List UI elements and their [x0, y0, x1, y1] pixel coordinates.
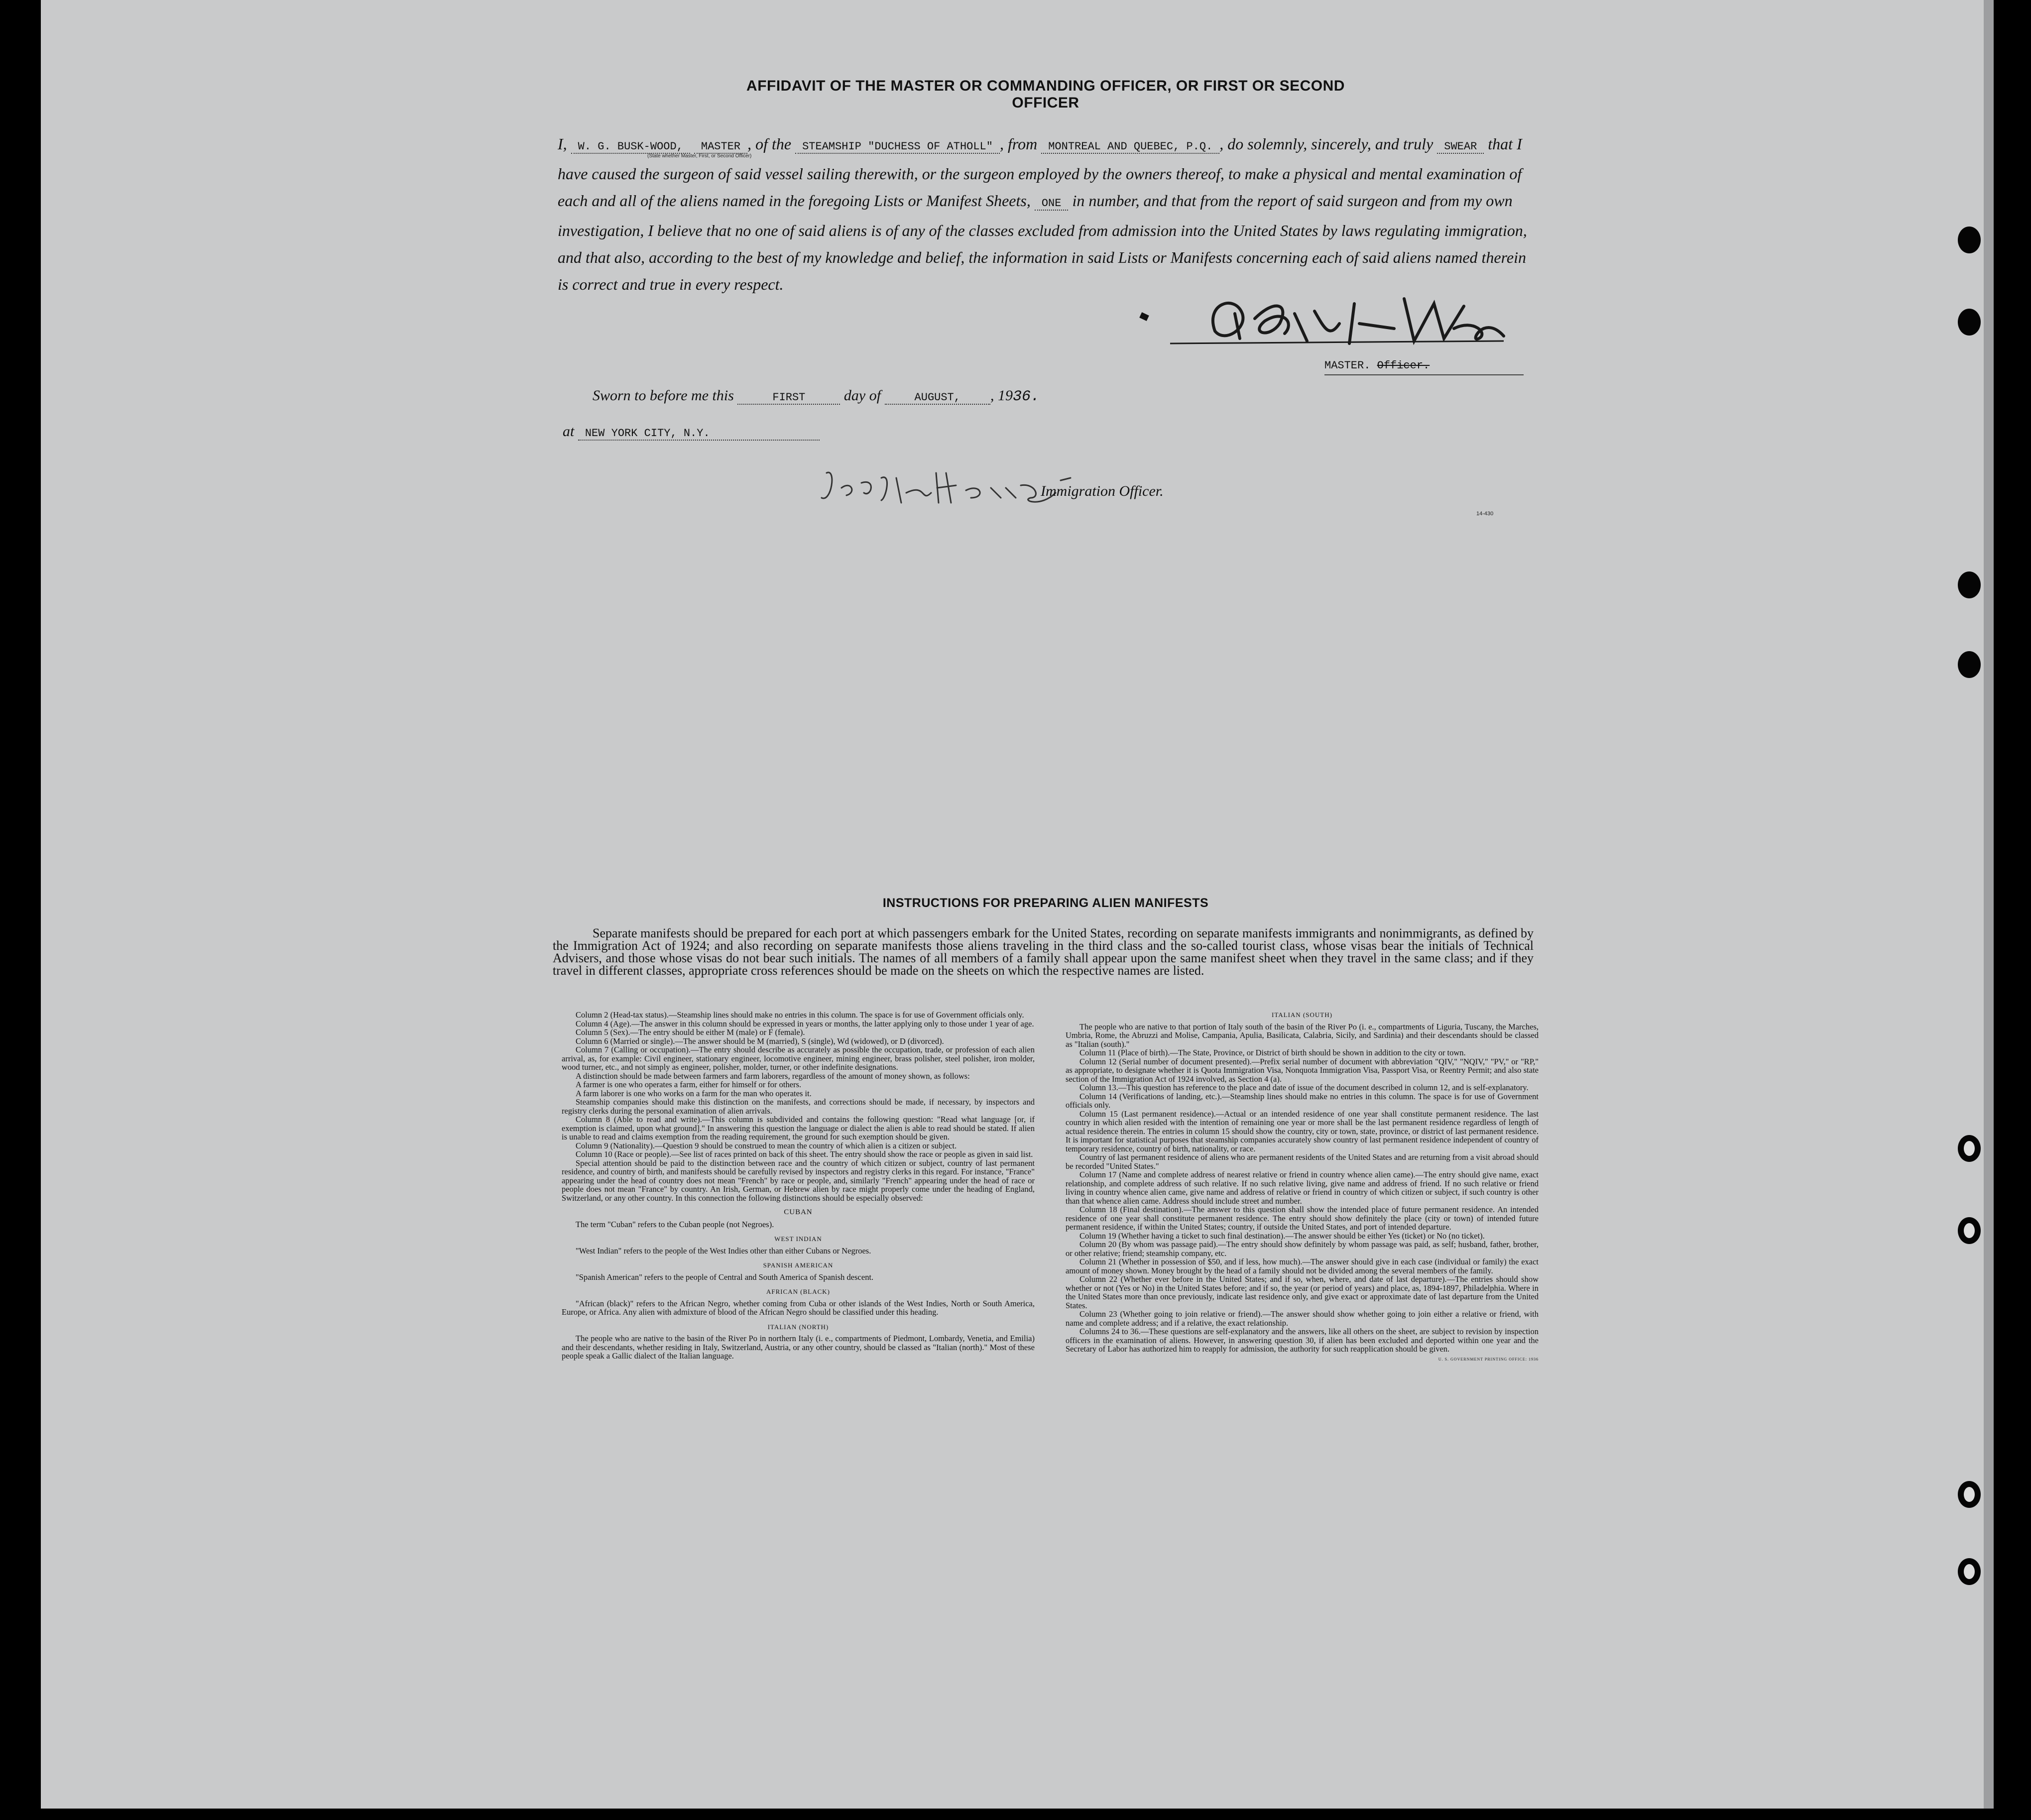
affidavit-title: AFFIDAVIT OF THE MASTER OR COMMANDING OFFICER, OR FIRST OR SECOND OFFICER	[746, 78, 1345, 111]
african-text: "African (black)" refers to the African Negro, whether coming from Cuba or other islands of the West Indies, North or South America, Europe, or Africa. Any alien with admixture of blood of the African Negro should be classified under this heading.	[562, 1298, 1035, 1317]
left-paragraph: Column 4 (Age).—The answer in this column should be expressed in years or months, the latter applying only to those under 1 year of age.	[576, 1019, 1034, 1028]
master-signature	[1135, 284, 1514, 358]
year-field: 36.	[1012, 388, 1040, 405]
west-indian-text: "West Indian" refers to the people of the West Indies other than either Cubans or Negroes.	[576, 1246, 871, 1255]
binder-hole	[1958, 1558, 1981, 1585]
place-field: NEW YORK CITY, N.Y.	[578, 427, 820, 441]
at-label: at	[563, 423, 575, 440]
binder-hole	[1958, 1217, 1981, 1244]
right-paragraph: Column 18 (Final destination).—The answer to this question shall show the intended place of future permanent residence. An intended residence of one year shall constitute permanent residence. The entry should show definitely the place (city or town) of intended future permanent residence, if within the United States; country, if outside the United States, and port of intended departure.	[1066, 1205, 1539, 1232]
left-paragraph: Column 10 (Race or people).—See list of races printed on back of this sheet. The entry should show the race or people as given in said list.	[576, 1149, 1033, 1159]
right-paragraph: Column 11 (Place of birth).—The State, Province, or District of birth should be shown in addition to the city or town.	[1079, 1048, 1466, 1057]
right-paragraph: Column 23 (Whether going to join relative or friend).—The answer should show whether going to join either a relative or friend, with name and complete address; and if a relative, the exact relationship.	[1066, 1309, 1539, 1328]
master-label: MASTER.	[1324, 359, 1371, 372]
place-line	[563, 423, 820, 440]
left-paragraph: Column 5 (Sex).—The entry should be either M (male) or F (female).	[576, 1027, 805, 1037]
italian-north-heading: ITALIAN (NORTH)	[767, 1323, 829, 1331]
affidavit-text-1: I,	[558, 135, 567, 153]
left-paragraph: Special attention should be paid to the distinction between race and the country of which citizen or subject, country of last permanent residence, and country of birth, and manifests should be carefully revised by inspectors and registry clerks in this regard. For instance, "France" appearing under the head of country does not mean "French" by race or people, and, similarly "French" appearing under the head of race or people does not mean "France" by country. An Irish, German, or Hebrew alien by race might properly come under the heading of England, Switzerland, or any other country. In this connection the following distinctions should be especially observed:	[562, 1158, 1035, 1203]
binder-hole	[1958, 227, 1981, 253]
binder-hole	[1958, 309, 1981, 336]
officer-label-struck: Officer.	[1377, 359, 1430, 372]
left-paragraph: Column 9 (Nationality).—Question 9 should be construed to mean the country of which alien is a citizen or subject.	[576, 1140, 957, 1150]
right-paragraph: Column 17 (Name and complete address of nearest relative or friend in country whence alien came).—The entry should give name, exact relationship, and complete address of such relative. If no such relative living, give name and address of friend. If no such relative or friend living in country whence alien came, give name and address of relative or friend in country of which citizen or subject, if such country is other than that whence alien came. Address should include street and number.	[1066, 1170, 1539, 1206]
right-paragraph: Column 15 (Last permanent residence).—Actual or an intended residence of one year shall constitute permanent residence. The last country in which alien resided with the intention of remaining one year or more shall be the last permanent residence regardless of length of actual residence therein. The entries in column 15 should show the country, city or town, state, province, or district of last permanent residence. It is important for statistical purposes that steamship companies accurately show country of last permanent residence independent of country of temporary residence, country of birth, nationality, or race.	[1066, 1109, 1539, 1153]
instructions-left-column	[562, 1011, 1035, 1361]
binder-hole	[1958, 651, 1981, 678]
ship-field: STEAMSHIP "DUCHESS OF ATHOLL"	[795, 140, 1000, 154]
instructions-right-column	[1066, 1011, 1539, 1364]
port-field: MONTREAL AND QUEBEC, P.Q.	[1041, 140, 1219, 154]
sworn-text-3: , 19	[990, 387, 1013, 404]
binder-hole	[1958, 571, 1981, 598]
left-paragraph: A farmer is one who operates a farm, either for himself or for others.	[576, 1080, 802, 1089]
right-paragraph: The people who are native to that portion of Italy south of the basin of the River Po (i. e., compartments of Liguria, Tuscany, the Marches, Umbria, Rome, the Abruzzi and Molise, Campania, Apulia, Basilicata, Calabria, Sicily, and Sardinia) and their descendants should be classed as "Italian (south)."	[1066, 1022, 1539, 1049]
cuban-text: The term "Cuban" refers to the Cuban people (not Negroes).	[576, 1219, 774, 1229]
sworn-text-2: day of	[843, 387, 881, 404]
month-field: AUGUST,	[885, 391, 990, 405]
affidavit-text-3: , from	[999, 135, 1038, 153]
sworn-text-1: Sworn to before me this	[593, 387, 734, 404]
oath-field: SWEAR	[1437, 140, 1484, 154]
affidavit-text-2: , of the	[747, 135, 792, 153]
cuban-heading: CUBAN	[784, 1208, 813, 1216]
page-edge-shadow	[1984, 0, 1994, 1809]
right-paragraph: Country of last permanent residence of aliens who are permanent residents of the United States and are returning from a visit abroad should be recorded "United States."	[1066, 1152, 1539, 1171]
printing-office-imprint: U. S. GOVERNMENT PRINTING OFFICE: 1936	[1438, 1357, 1539, 1362]
right-paragraph: Column 19 (Whether having a ticket to such final destination).—The answer should be either Yes (ticket) or No (no ticket).	[1079, 1231, 1485, 1241]
left-paragraph: Column 2 (Head-tax status).—Steamship lines should make no entries in this column. The space is for use of Government officials only.	[576, 1010, 1024, 1020]
spanish-american-heading: SPANISH AMERICAN	[763, 1261, 834, 1269]
affidavit-text-6: in number, and that from the report of said surgeon and from my own investigation, I believe that no one of said aliens is of any of the classes excluded from admission into the United States by laws regulating immigration, and that also, according to the best of my knowledge and belief, the information in said Lists or Manifests concerning each of said aliens named therein is correct and true in every respect.	[558, 192, 1527, 293]
affidavit-text-5: that I have caused the surgeon of said vessel sailing therewith, or the surgeon employed by the owners thereof, to make a physical and mental examination of each and all of the aliens named in the foregoing Lists or Manifest Sheets,	[558, 135, 1522, 210]
left-paragraph: A farm laborer is one who works on a farm for the man who operates it.	[576, 1088, 812, 1098]
right-paragraph: Columns 24 to 36.—These questions are self-explanatory and the answers, like all others on the sheet, are subject to revision by inspection officers in the examination of aliens. However, in answering question 30, if alien has been excluded and deported within one year and the Secretary of Labor has authorized him to reapply for admission, the authority for such reapplication should be given.	[1066, 1327, 1539, 1354]
master-title-line	[1324, 359, 1524, 372]
instructions-intro: Separate manifests should be prepared for each port at which passengers embark for the United States, recording on separate manifests immigrants and nonimmigrants, as defined by the Immigration Act of 1924; and also recording on separate manifests those aliens traveling in the third class and the so-called tourist class, whose visas bear the initials of Technical Advisers, and those whose visas do not bear such initials. The names of all members of a family shall appear upon the same manifest sheet when they travel in the same class; and if they travel in different classes, appropriate cross references should be made on the sheets on which the respective names are listed.	[553, 926, 1534, 978]
left-paragraph: Column 7 (Calling or occupation).—The entry should describe as accurately as possible the occupation, trade, or profession of each alien arrival, as, for example: Civil engineer, stationary engineer, locomotive engineer, mining engineer, brass polisher, steel polisher, iron molder, wood turner, etc., and not simply as engineer, polisher, molder, turner, or other indefinite designations.	[562, 1045, 1035, 1072]
signature-rule	[1324, 374, 1524, 375]
sheet-count-field: ONE	[1035, 197, 1069, 211]
italian-north-text: The people who are native to the basin of the River Po in northern Italy (i. e., compartments of Piedmont, Lombardy, Venetia, and Emilia) and their descendants, whether residing in Italy, Switzerland, Austria, or any other country, should be classed as "Italian (north)." Most of these people speak a Gallic dialect of the Italian language.	[562, 1334, 1035, 1361]
right-paragraph: Column 21 (Whether in possession of $50, and if less, how much).—The answer should give in each case (individual or family) the exact amount of money shown. Money brought by the head of a family should not be divided among the several members of the family.	[1066, 1257, 1539, 1275]
rank-field: MASTER	[694, 140, 747, 154]
form-number: 14-430	[1476, 511, 1494, 517]
spanish-american-text: "Spanish American" refers to the people of Central and South America of Spanish descent.	[576, 1272, 874, 1282]
right-paragraph: Column 20 (By whom was passage paid).—The entry should show definitely by whom passage was paid, as self; husband, father, brother, or other relative; friend; steamship company, etc.	[1066, 1240, 1539, 1258]
left-paragraph: Column 6 (Married or single).—The answer should be M (married), S (single), Wd (widowed), or D (divorced).	[576, 1036, 944, 1046]
left-paragraph: Steamship companies should make this distinction on the manifests, and corrections should be made, if necessary, by inspectors and registry clerks during the personal examination of alien arrivals.	[562, 1097, 1035, 1116]
african-heading: AFRICAN (BLACK)	[766, 1288, 831, 1295]
italian-south-heading: ITALIAN (SOUTH)	[1272, 1011, 1332, 1019]
instructions-title: INSTRUCTIONS FOR PREPARING ALIEN MANIFESTS	[882, 896, 1209, 910]
binder-hole	[1958, 1135, 1981, 1162]
binder-hole	[1958, 1481, 1981, 1508]
sworn-line	[593, 387, 1040, 405]
rank-note: (State whether Master, First, or Second Officer)	[647, 153, 752, 159]
right-paragraph: Column 13.—This question has reference to the place and date of issue of the document described in column 12, and is self-explanatory.	[1079, 1083, 1529, 1092]
master-name-field: W. G. BUSK-WOOD,	[571, 140, 690, 154]
left-paragraph: A distinction should be made between farmers and farm laborers, regardless of the amount of money shown, as follows:	[576, 1071, 970, 1081]
right-paragraph: Column 22 (Whether ever before in the United States; and if so, when, where, and date of last departure).—The entries should show whether or not (Yes or No) in the United States before; and if so, the year (or period of years) and place, as, 1894-1897, Philadelphia. Where in the United States more than once previously, indicate last residence only, and give exact or approximate date of last departure from the United States.	[1066, 1274, 1539, 1310]
day-field: FIRST	[737, 391, 840, 405]
right-paragraph: Column 12 (Serial number of document presented).—Prefix serial number of document with abbreviation "QIV," "NQIV," "PV," or "RP," as appropriate, to designate whether it is Quota Immigration Visa, Nonquota Immigration Visa, Passport Visa, or Reentry Permit; and also state section of the Immigration Act of 1924 involved, as Section 4 (a).	[1066, 1056, 1539, 1084]
west-indian-heading: WEST INDIAN	[774, 1235, 822, 1243]
affidavit-text-4: , do solemnly, sincerely, and truly	[1219, 135, 1434, 153]
immigration-officer-label: Immigration Officer.	[1041, 483, 1164, 499]
left-paragraph: Column 8 (Able to read and write).—This column is subdivided and contains the following question: "Read what language [or, if exemption is claimed, upon what ground]." In answering this question the language or dialect the alien is able to read should be stated. If alien is unable to read and claims exemption from the reading requirement, the ground for such exemption should be given.	[562, 1115, 1035, 1141]
right-paragraph: Column 14 (Verifications of landing, etc.).—Steamship lines should make no entries in this column. The space is for use of Government officials only.	[1066, 1091, 1539, 1110]
